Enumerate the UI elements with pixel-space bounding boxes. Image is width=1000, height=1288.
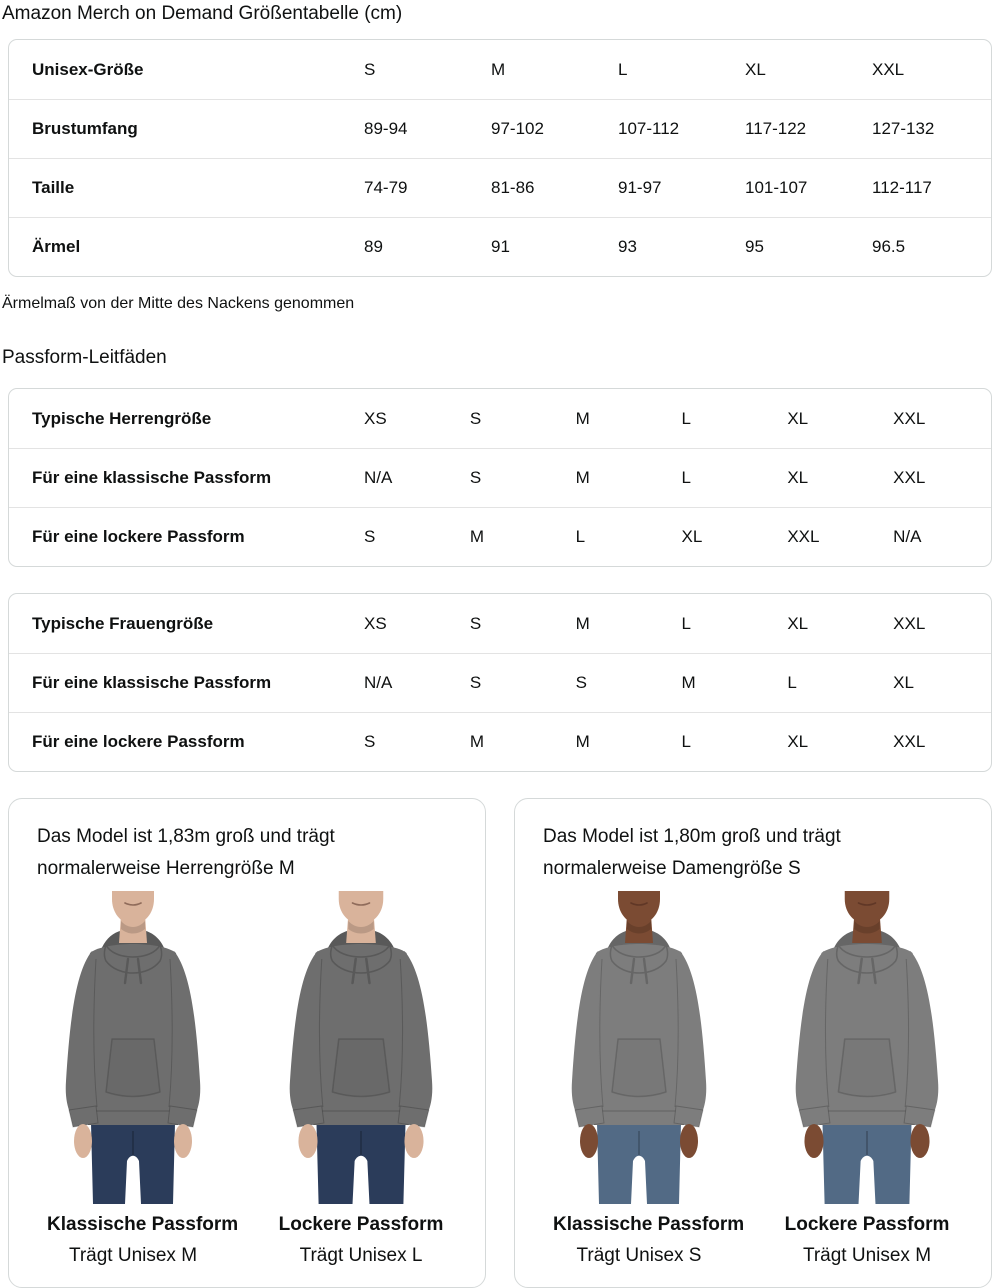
model-photo-loose-fit (275, 891, 447, 1267)
model-caption: Das Model ist 1,80m groß und trägt normalerweise Damengröße S (543, 826, 841, 879)
model-photo-classic-fit (47, 891, 239, 1267)
measure-cell: 112-117 (872, 178, 932, 197)
figure-caption (275, 1213, 447, 1267)
size-cell: XXL (872, 59, 905, 79)
size-cell: XXL (893, 732, 926, 751)
measure-cell: 117-122 (745, 119, 807, 138)
size-cell: L (787, 673, 797, 692)
size-cell: M (681, 673, 696, 692)
size-cell: XL (787, 613, 809, 633)
row-label: Unisex-Größe (32, 59, 144, 79)
size-cell: XL (787, 732, 809, 751)
table-row (9, 389, 991, 448)
row-label: Für eine klassische Passform (32, 468, 272, 487)
model-caption: Das Model ist 1,83m groß und trägt normalerweise Herrengröße M (37, 826, 335, 879)
size-cell: XL (787, 408, 809, 428)
size-cell: XXL (893, 408, 926, 428)
measure-cell: 89 (364, 237, 383, 256)
size-cell: XL (787, 468, 809, 487)
mens-fit-table (8, 388, 992, 567)
sleeve-measure-note: Ärmelmaß von der Mitte des Nackens genommen (2, 295, 355, 312)
fit-guides-heading: Passform-Leitfäden (2, 347, 167, 368)
size-cell: N/A (893, 527, 922, 546)
row-label: Typische Herrengröße (32, 408, 212, 428)
table-row (9, 217, 991, 276)
row-label: Für eine klassische Passform (32, 673, 272, 692)
measure-cell: 93 (618, 237, 637, 256)
table-row (9, 448, 991, 507)
table-row (9, 40, 991, 99)
fit-label: Lockere Passform (784, 1214, 950, 1235)
model-figures (29, 891, 465, 1267)
size-cell: M (469, 527, 484, 546)
row-label: Taille (32, 178, 75, 197)
size-cell: XXL (893, 468, 926, 487)
size-cell: M (575, 732, 590, 751)
size-cell: XL (681, 527, 703, 546)
row-label: Für eine lockere Passform (32, 527, 245, 546)
measure-cell: 127-132 (872, 119, 935, 138)
size-cell: M (469, 732, 484, 751)
size-label: Trägt Unisex M (68, 1245, 198, 1266)
fit-label: Lockere Passform (278, 1214, 444, 1235)
figure-caption (781, 1213, 953, 1267)
size-cell: S (469, 408, 482, 428)
measure-cell: 89-94 (364, 119, 408, 138)
figure-caption (47, 1213, 239, 1267)
size-cell: XXL (787, 527, 820, 546)
size-cell: M (575, 408, 590, 428)
size-cell: L (681, 468, 691, 487)
size-cell: L (681, 613, 691, 633)
measure-cell: 74-79 (364, 178, 408, 197)
measure-cell: 101-107 (745, 178, 808, 197)
row-label: Ärmel (32, 237, 81, 256)
size-cell: M (491, 59, 506, 79)
table-row (9, 507, 991, 566)
measure-cell: 91-97 (618, 178, 662, 197)
size-cell: S (575, 673, 587, 692)
measure-cell: 91 (491, 237, 510, 256)
size-cell: XS (364, 408, 387, 428)
mens-model-card (8, 798, 486, 1288)
table-row (9, 653, 991, 712)
measure-cell: 95 (745, 237, 764, 256)
size-cell: L (575, 527, 586, 546)
unisex-size-table (8, 39, 992, 277)
table-row (9, 594, 991, 653)
table-row (9, 99, 991, 158)
measure-cell: 96.5 (872, 237, 906, 256)
size-label: Trägt Unisex M (802, 1245, 932, 1266)
size-cell: S (364, 732, 376, 751)
fit-label: Klassische Passform (47, 1214, 239, 1235)
model-figures (535, 891, 971, 1267)
size-cell: M (575, 468, 590, 487)
size-cell: N/A (364, 673, 393, 692)
page-title: Amazon Merch on Demand Größentabelle (cm) (2, 3, 403, 24)
size-label: Trägt Unisex S (576, 1245, 702, 1266)
figure-caption (553, 1213, 745, 1267)
size-cell: S (469, 468, 482, 487)
size-cell: XL (745, 59, 766, 79)
row-label: Typische Frauengröße (32, 613, 214, 633)
fit-label: Klassische Passform (553, 1214, 745, 1235)
size-cell: XL (893, 673, 914, 692)
size-cell: N/A (364, 468, 393, 487)
measure-cell: 81-86 (491, 178, 535, 197)
measure-cell: 107-112 (618, 119, 680, 138)
hoodie-model-illustration (553, 891, 725, 1204)
measure-cell: 97-102 (491, 119, 544, 138)
size-cell: S (469, 673, 482, 692)
size-cell: M (575, 613, 590, 633)
size-cell: S (364, 59, 376, 79)
womens-model-card (514, 798, 992, 1288)
hoodie-model-illustration (781, 891, 953, 1204)
hoodie-model-illustration (47, 891, 219, 1204)
model-photo-loose-fit (781, 891, 953, 1267)
size-cell: XS (364, 613, 387, 633)
womens-fit-table (8, 593, 992, 772)
table-row (9, 158, 991, 217)
row-label: Für eine lockere Passform (32, 732, 245, 751)
model-cards (8, 798, 992, 1288)
hoodie-model-illustration (275, 891, 447, 1204)
row-label: Brustumfang (32, 119, 138, 138)
model-photo-classic-fit (553, 891, 745, 1267)
size-cell: S (469, 613, 482, 633)
size-cell: S (364, 527, 376, 546)
table-row (9, 712, 991, 771)
size-label: Trägt Unisex L (299, 1245, 423, 1266)
size-cell: L (618, 59, 628, 79)
size-cell: XXL (893, 613, 926, 633)
size-cell: L (681, 408, 691, 428)
size-cell: L (681, 732, 691, 751)
